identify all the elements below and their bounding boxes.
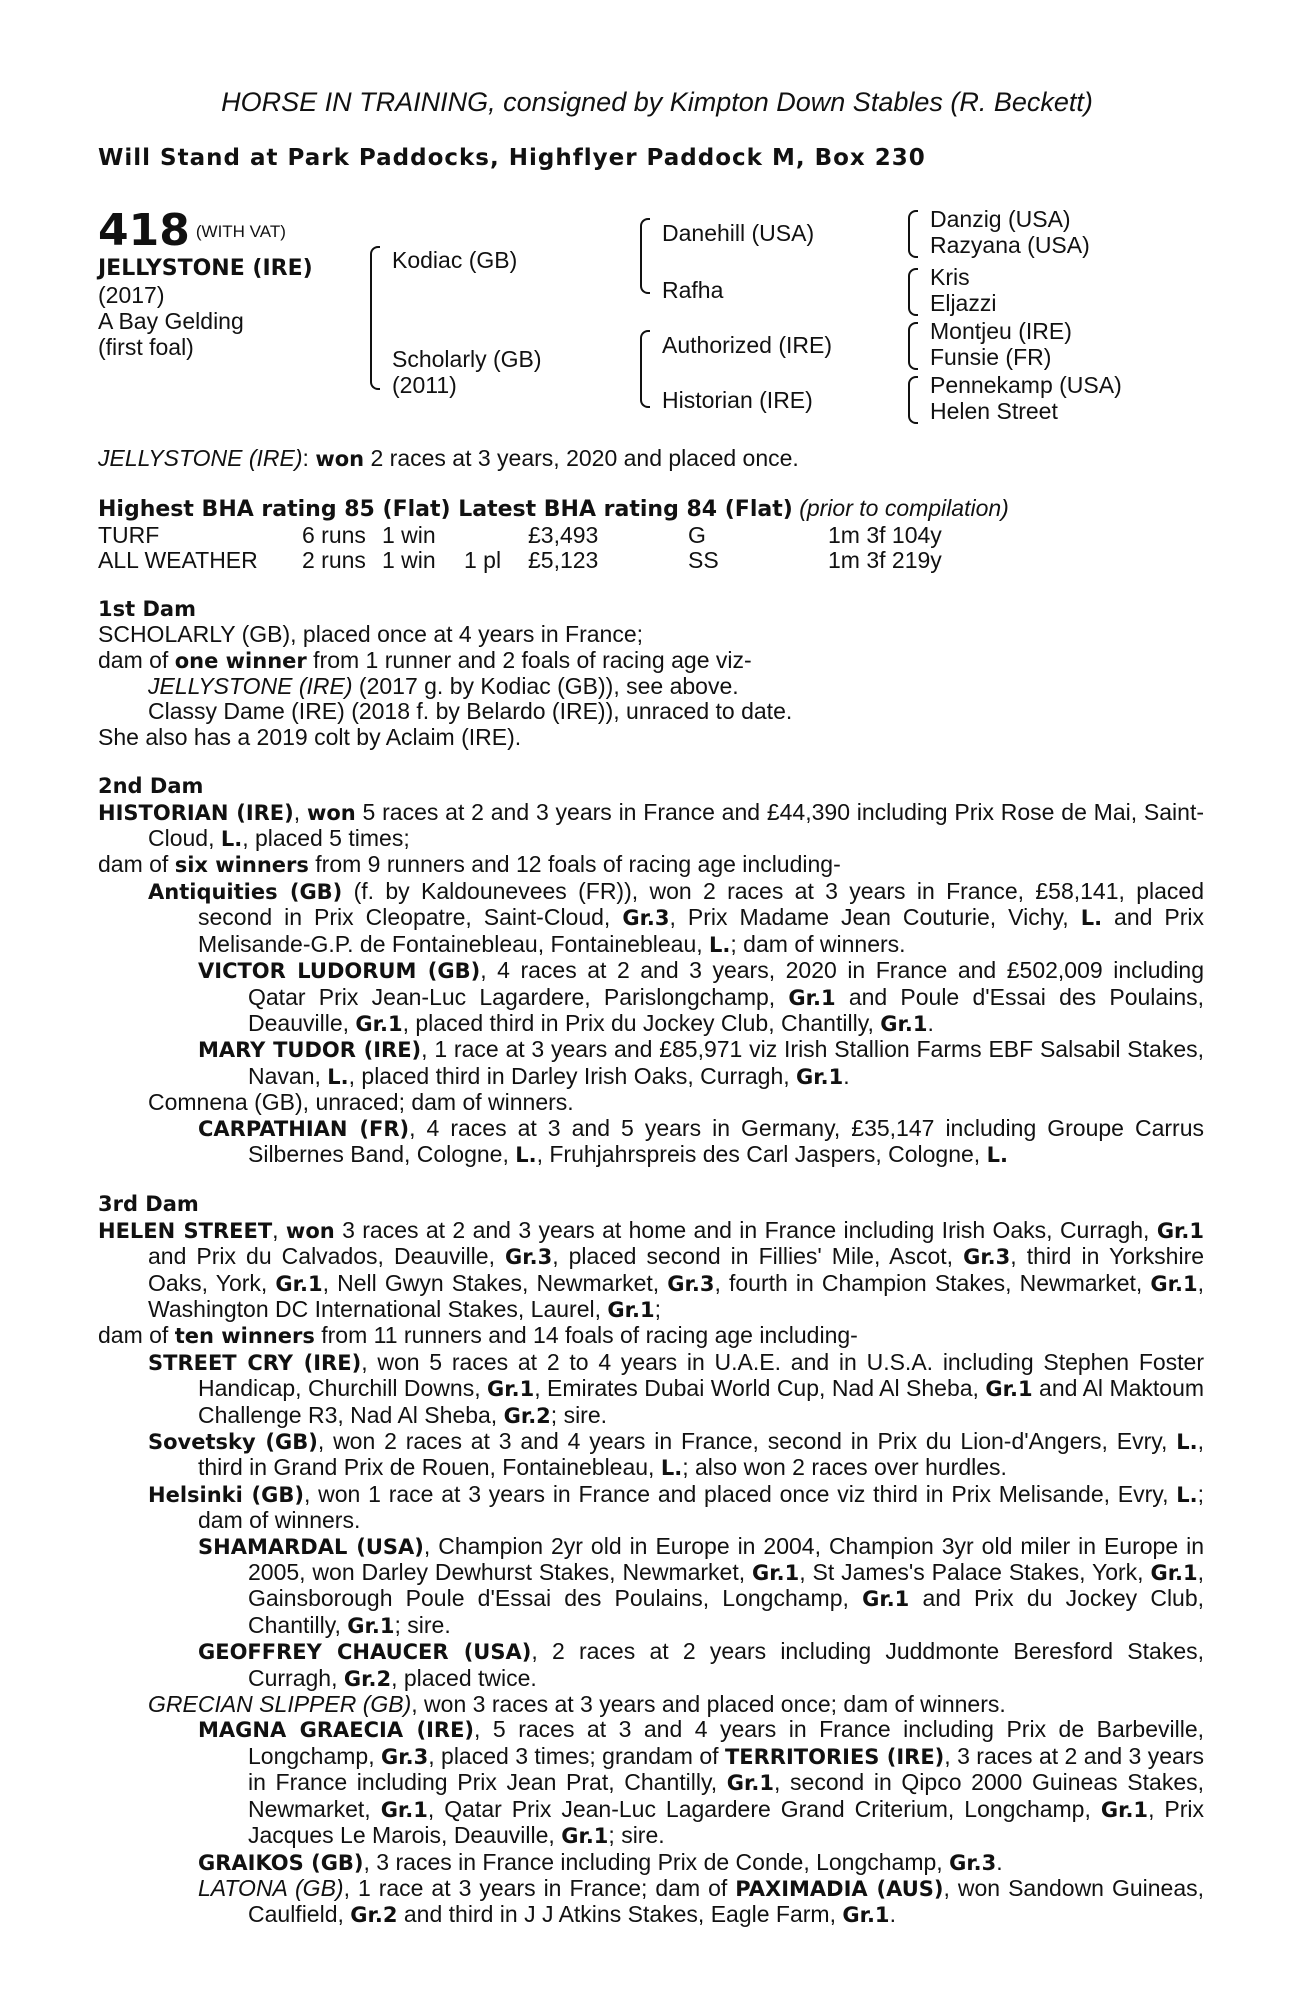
stand-location: Will Stand at Park Paddocks, Highflyer Paddock M, Box 230 — [98, 145, 926, 171]
pedigree-bracket — [370, 246, 380, 390]
produce-entry: STREET CRY (IRE), won 5 races at 2 to 4 years in U.A.E. and in U.S.A. including Stephen Foster Handicap, Churchill Downs, Gr.1, Emirates Dubai World Cup, Nad Al Sheba, Gr.1 and Al Maktoum Challenge R3, Nad Al Sheba, Gr.2; sire. — [148, 1348, 1205, 1428]
produce-entry: Antiquities (GB) (f. by Kaldounevees (FR)), won 2 races at 3 years in France, £58,141, placed second in Prix Cleopatre, Saint-Cloud, Gr.3, Prix Madame Jean Couturie, Vichy, L. and Prix Melisande-G.P. de Fontainebleau, Fontainebleau, L.; dam of winners. — [148, 877, 1205, 957]
horse-name: JELLYSTONE (IRE) — [98, 256, 313, 281]
pedigree-dam: Scholarly (GB) — [392, 346, 542, 372]
produce-entry: GEOFFREY CHAUCER (USA), 2 races at 2 years including Juddmonte Beresford Stakes, Curragh, Gr.2, placed twice. — [198, 1638, 1205, 1691]
pedigree-g7: Pennekamp (USA) — [930, 372, 1122, 398]
dam1-line: She also has a 2019 colt by Aclaim (IRE). — [98, 723, 522, 750]
pedigree-dam-sire: Authorized (IRE) — [662, 332, 833, 358]
section-heading: 2nd Dam — [98, 774, 204, 799]
lot-block — [98, 206, 388, 360]
produce-entry: Helsinki (GB), won 1 race at 3 years in France and placed once viz third in Prix Melisande, Evry, L.; dam of winners. — [148, 1480, 1205, 1534]
ratings-line: Highest BHA rating 85 (Flat) Latest BHA rating 84 (Flat) (prior to compilation) — [98, 495, 1009, 523]
section-heading: 3rd Dam — [98, 1192, 199, 1217]
produce-entry: LATONA (GB), 1 race at 3 years in France; dam of PAXIMADIA (AUS), won Sandown Guineas, Caulfield, Gr.2 and third in J J Atkins Stakes, Eagle Farm, Gr.1. — [198, 1874, 1205, 1928]
pedigree-g3: Kris — [930, 264, 970, 290]
dam1-line: dam of one winner from 1 runner and 2 foals of racing age viz- — [98, 646, 752, 673]
pedigree-bracket — [908, 268, 918, 316]
catalogue-body — [98, 446, 1204, 1929]
dam1-line: SCHOLARLY (GB), placed once at 4 years in France; — [98, 621, 644, 648]
vat-note: (WITH VAT) — [195, 222, 286, 241]
pedigree-bracket — [640, 218, 650, 294]
produce-entry: MAGNA GRAECIA (IRE), 5 races at 3 and 4 years in France including Prix de Barbeville, Longchamp, Gr.3, placed 3 times; grandam of TERRITORIES (IRE), 3 races at 2 and 3 years in France including Prix Jean Prat, Chantilly, Gr.1, second in Qipco 2000 Guineas Stakes, Newmarket, Gr.1, Qatar Prix Jean-Luc Lagardere Grand Criterium, Longchamp, Gr.1, Prix Jacques Le Marois, Deauville, Gr.1; sire. — [198, 1716, 1205, 1849]
produce-entry: Sovetsky (GB), won 2 races at 3 and 4 years in France, second in Prix du Lion-d'Angers, Evry, L., third in Grand Prix de Rouen, Fontainebleau, L.; also won 2 races over hurdles. — [148, 1428, 1204, 1481]
dam3-entry: HELEN STREET, won 3 races at 2 and 3 years at home and in France including Irish Oaks, Curragh, Gr.1 and Prix du Calvados, Deauville, Gr.3, placed second in Fillies' Mile, Ascot, Gr.3, third in Yorkshire Oaks, York, Gr.1, Nell Gwyn Stakes, Newmarket, Gr.3, fourth in Champion Stakes, Newmarket, Gr.1, Washington DC International Stakes, Laurel, Gr.1; — [98, 1216, 1205, 1322]
table-row: ALL WEATHER 2 runs 1 win 1 pl £5,123 SS 1m 3f 219y — [98, 546, 942, 573]
pedigree-sire: Kodiac (GB) — [392, 247, 518, 273]
dam2-produce-line: dam of six winners from 9 runners and 12 foals of racing age including- — [98, 851, 841, 878]
pedigree-g8: Helen Street — [930, 398, 1058, 424]
pedigree-bracket — [908, 210, 918, 258]
horse-description: A Bay Gelding — [98, 308, 244, 334]
produce-entry: MARY TUDOR (IRE), 1 race at 3 years and £85,971 viz Irish Stallion Farms EBF Salsabil Stakes, Navan, L., placed third in Darley Irish Oaks, Curragh, Gr.1. — [198, 1036, 1204, 1089]
table-row: TURF 6 runs 1 win £3,493 G 1m 3f 104y — [98, 521, 942, 548]
horse-year: (2017) — [98, 282, 165, 308]
pedigree-g2: Razyana (USA) — [930, 232, 1090, 258]
produce-entry: VICTOR LUDORUM (GB), 4 races at 2 and 3 years, 2020 in France and £502,009 including Qatar Prix Jean-Luc Lagardere, Parislongchamp, Gr.1 and Poule d'Essai des Poulains, Deauville, Gr.1, placed third in Prix du Jockey Club, Chantilly, Gr.1. — [198, 957, 1204, 1036]
produce-entry: GRAIKOS (GB), 3 races in France including Prix de Conde, Longchamp, Gr.3. — [198, 1848, 1003, 1875]
pedigree-bracket — [908, 322, 918, 370]
pedigree-g5: Montjeu (IRE) — [930, 318, 1072, 344]
foal-note: (first foal) — [98, 334, 194, 360]
section-heading: 1st Dam — [98, 596, 196, 621]
race-record-table — [98, 523, 942, 573]
pedigree-g6: Funsie (FR) — [930, 344, 1052, 370]
pedigree-sire-sire: Danehill (USA) — [662, 220, 815, 246]
produce-entry: CARPATHIAN (FR), 4 races at 3 and 5 years in Germany, £35,147 including Groupe Carrus Silbernes Band, Cologne, L., Fruhjahrspreis des Carl Jaspers, Cologne, L. — [198, 1114, 1205, 1167]
pedigree-bracket — [908, 376, 918, 424]
pedigree-sire-dam: Rafha — [662, 277, 724, 303]
dam1-produce: Classy Dame (IRE) (2018 f. by Belardo (IRE)), unraced to date. — [148, 698, 793, 725]
lot-number: 418 — [98, 205, 190, 256]
dam1-produce: JELLYSTONE (IRE) (2017 g. by Kodiac (GB)), see above. — [148, 673, 739, 700]
pedigree-dam-dam: Historian (IRE) — [662, 387, 813, 413]
race-summary: JELLYSTONE (IRE): won 2 races at 3 years, 2020 and placed once. — [98, 445, 799, 471]
produce-entry: GRECIAN SLIPPER (GB), won 3 races at 3 years and placed once; dam of winners. — [148, 1691, 1006, 1718]
pedigree-g1: Danzig (USA) — [930, 206, 1071, 232]
produce-entry: SHAMARDAL (USA), Champion 2yr old in Europe in 2004, Champion 3yr old miler in Europe in 2005, won Darley Dewhurst Stakes, Newmarket, Gr.1, St James's Palace Stakes, York, Gr.1, Gainsborough Poule d'Essai des Poulains, Longchamp, Gr.1 and Prix du Jockey Club, Chantilly, Gr.1; sire. — [198, 1532, 1205, 1638]
consignment-line: HORSE IN TRAINING, consigned by Kimpton Down Stables (R. Beckett) — [221, 87, 1093, 117]
dam2-entry: HISTORIAN (IRE), won 5 races at 2 and 3 years in France and £44,390 including Prix Rose de Mai, Saint-Cloud, L., placed 5 times; — [98, 798, 1205, 852]
dam3-produce-line: dam of ten winners from 11 runners and 14 foals of racing age including- — [98, 1322, 858, 1349]
pedigree-dam-year: (2011) — [392, 372, 457, 398]
pedigree-bracket — [640, 330, 650, 408]
pedigree-g4: Eljazzi — [930, 290, 997, 316]
produce-entry: Comnena (GB), unraced; dam of winners. — [148, 1089, 574, 1116]
